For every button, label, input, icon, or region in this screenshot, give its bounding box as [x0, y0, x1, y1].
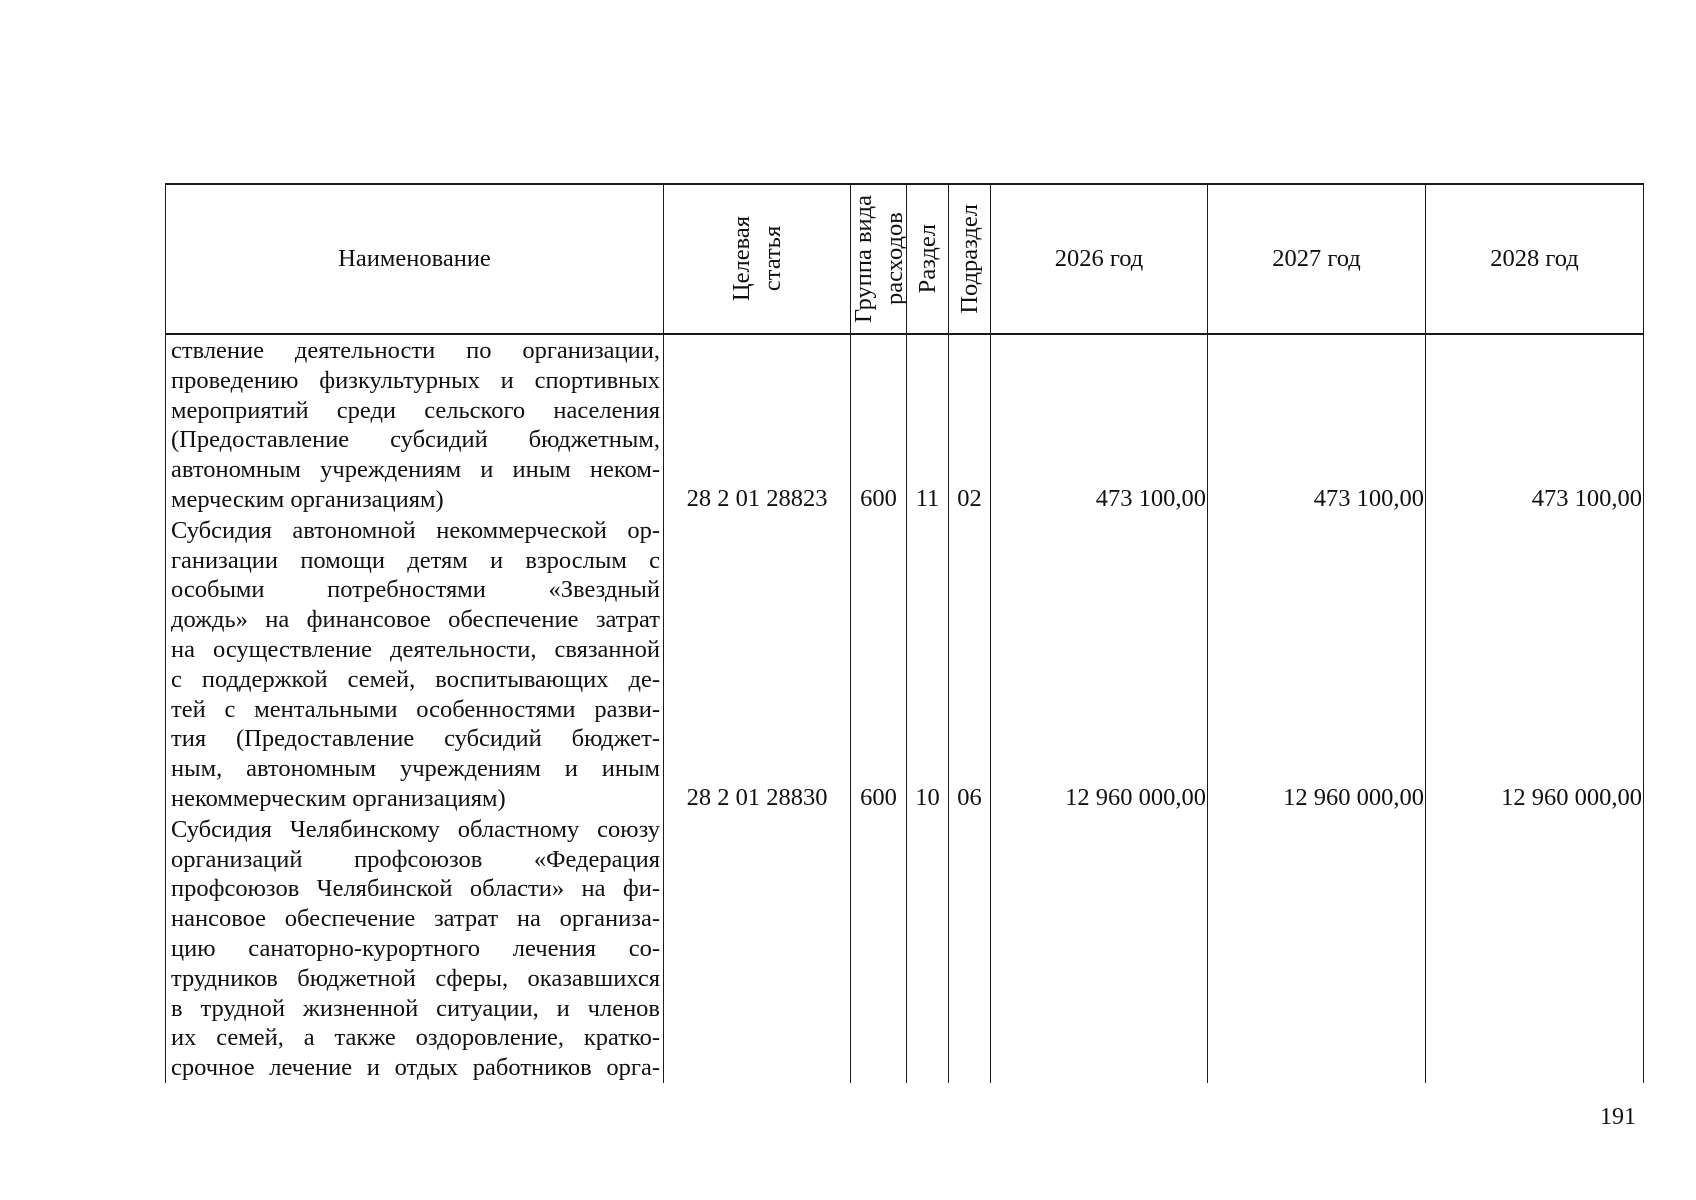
amount-2026-cell: 12 960 000,00: [991, 515, 1208, 814]
section-cell: 10: [907, 515, 949, 814]
target-article-cell: 28 2 01 28830: [664, 515, 851, 814]
table-row: [166, 334, 1644, 515]
page-number: 191: [1600, 1104, 1636, 1130]
name-line: проведению физкультурных и спортивных: [171, 366, 660, 394]
name-line: трудников бюджетной сферы, оказавшихся: [171, 964, 660, 992]
name-line: автономным учреждениям и иным неком-: [171, 456, 660, 484]
expense-group-cell: 600: [851, 334, 907, 515]
subsection-cell: 02: [949, 334, 991, 515]
name-line: Субсидия автономной некоммерческой ор-: [171, 516, 660, 544]
header-expense-group: [851, 184, 907, 334]
name-line: в трудной жизненной ситуации, и членов: [171, 994, 660, 1022]
header-section: [907, 184, 949, 334]
name-line: нансовое обеспечение затрат на организа-: [171, 905, 660, 933]
header-section-label: Раздел: [914, 224, 941, 294]
header-year-2026: 2026 год: [991, 184, 1208, 334]
section-cell: [907, 814, 949, 1083]
name-line: мерческим организациям): [171, 485, 444, 513]
expense-group-cell: [851, 814, 907, 1083]
name-line: дождь» на финансовое обеспечение затрат: [171, 606, 660, 634]
name-line: мероприятий среди сельского населения: [171, 396, 660, 424]
name-line: профсоюзов Челябинской области» на фи-: [171, 875, 660, 903]
amount-2028-cell: 473 100,00: [1426, 334, 1644, 515]
table-row: [166, 515, 1644, 814]
amount-2026-cell: [991, 814, 1208, 1083]
header-year-2028: 2028 год: [1426, 184, 1644, 334]
name-line: ганизации помощи детям и взрослым с: [171, 546, 660, 574]
budget-table: [165, 183, 1644, 1083]
amount-2027-cell: 12 960 000,00: [1208, 515, 1426, 814]
name-line: тия (Предоставление субсидий бюджет-: [171, 725, 660, 753]
name-line: на осуществление деятельности, связанной: [171, 635, 660, 663]
header-expense-group-label: Группа вида расходов: [849, 194, 908, 324]
name-line: ным, автономным учреждениям и иным: [171, 755, 660, 783]
amount-2027-cell: 473 100,00: [1208, 334, 1426, 515]
header-year-2027: 2027 год: [1208, 184, 1426, 334]
subsection-cell: [949, 814, 991, 1083]
amount-2026-cell: 473 100,00: [991, 334, 1208, 515]
amount-2027-cell: [1208, 814, 1426, 1083]
name-line: с поддержкой семей, воспитывающих де-: [171, 665, 660, 693]
name-line: организаций профсоюзов «Федерация: [171, 845, 660, 873]
target-article-cell: [664, 814, 851, 1083]
amount-2028-cell: [1426, 814, 1644, 1083]
amount-2028-cell: 12 960 000,00: [1426, 515, 1644, 814]
name-line: тей с ментальными особенностями разви-: [171, 695, 660, 723]
table-header-row: [166, 184, 1644, 334]
table-row: [166, 814, 1644, 1083]
name-line: некоммерческим организациям): [171, 784, 506, 812]
header-target-article-label: Целевая статья: [728, 216, 786, 302]
name-line: цию санаторно-курортного лечения со-: [171, 934, 660, 962]
name-line: ствление деятельности по организации,: [171, 337, 660, 364]
header-subsection-label: Подраздел: [956, 204, 983, 314]
header-target-article: [664, 184, 851, 334]
header-subsection: [949, 184, 991, 334]
header-name: Наименование: [166, 184, 664, 334]
name-line: Субсидия Челябинскому областному союзу: [171, 815, 660, 843]
target-article-cell: 28 2 01 28823: [664, 334, 851, 515]
row-name-cell: [166, 515, 664, 814]
name-line: (Предоставление субсидий бюджетным,: [171, 426, 660, 454]
section-cell: 11: [907, 334, 949, 515]
name-line: особыми потребностями «Звездный: [171, 576, 660, 604]
row-name-cell: [166, 814, 664, 1083]
expense-group-cell: 600: [851, 515, 907, 814]
name-line: их семей, а также оздоровление, кратко-: [171, 1024, 660, 1052]
subsection-cell: 06: [949, 515, 991, 814]
row-name-cell: [166, 334, 664, 515]
name-line: срочное лечение и отдых работников орга-: [171, 1054, 660, 1082]
